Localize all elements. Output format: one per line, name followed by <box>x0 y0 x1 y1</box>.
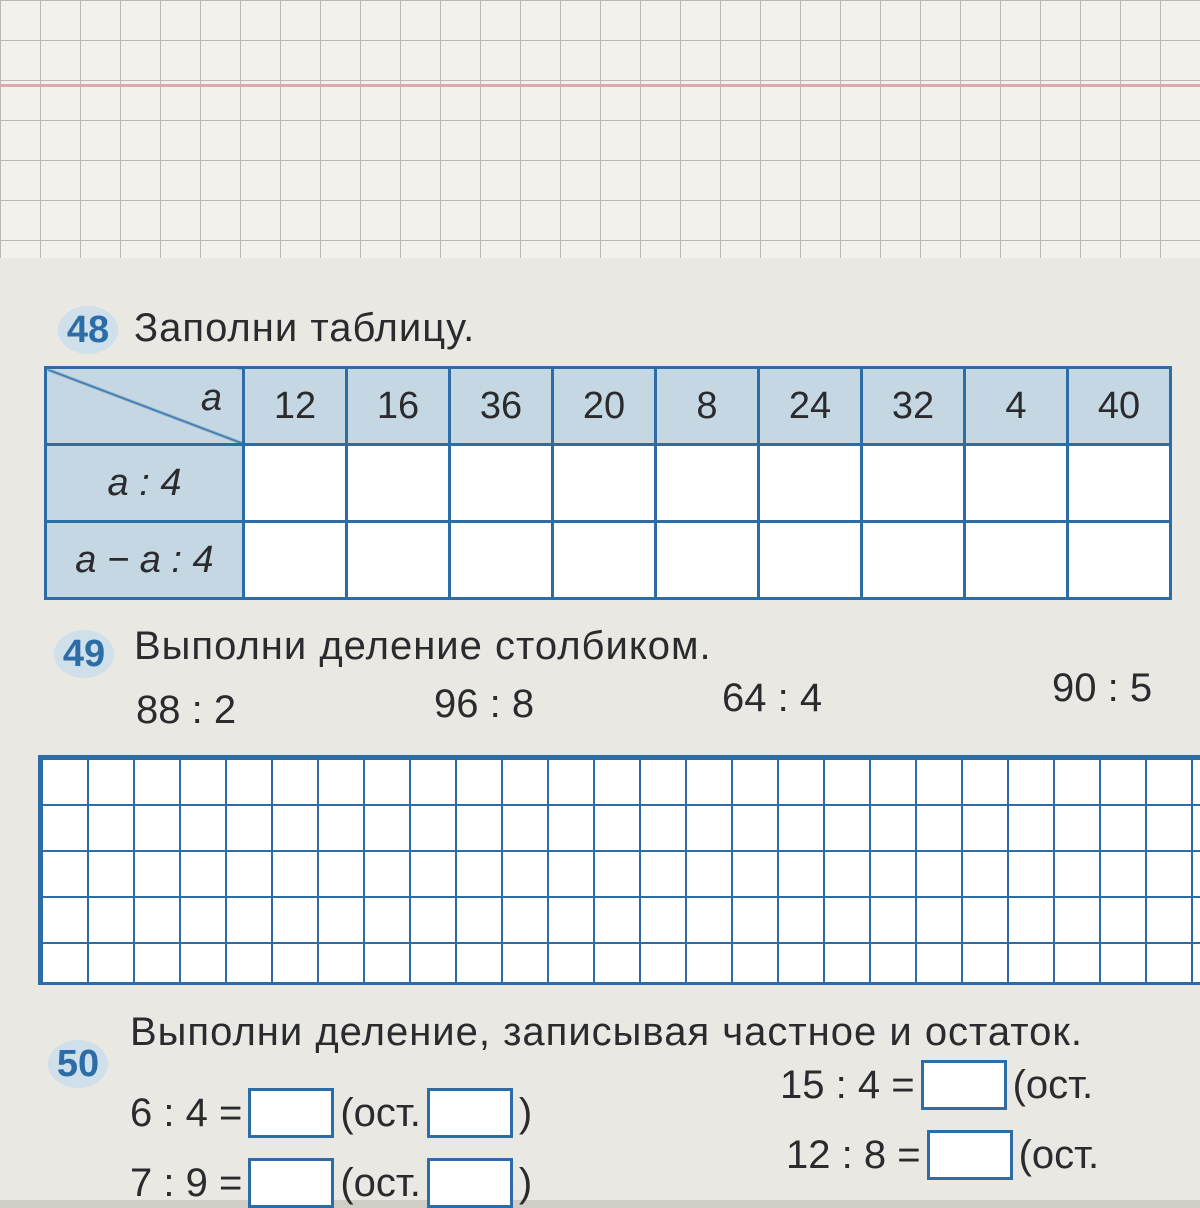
quotient-box[interactable] <box>921 1060 1007 1110</box>
quotient-box[interactable] <box>248 1088 334 1138</box>
answer-cell[interactable] <box>553 522 656 599</box>
division-expression: 6 : 4 = <box>130 1090 243 1135</box>
answer-cell[interactable] <box>244 522 347 599</box>
answer-cell[interactable] <box>965 522 1068 599</box>
answer-cell[interactable] <box>862 445 965 522</box>
division-expression: 64 : 4 <box>722 676 823 720</box>
long-division-grid[interactable] <box>38 755 1200 985</box>
answer-cell[interactable] <box>1068 445 1171 522</box>
division-row <box>130 1088 532 1138</box>
division-expression: 15 : 4 = <box>780 1062 915 1107</box>
task-49-number: 49 <box>54 630 114 678</box>
row-label: a − a : 4 <box>46 522 244 599</box>
answer-cell[interactable] <box>450 445 553 522</box>
remainder-label: (ост. <box>1012 1062 1094 1107</box>
answer-cell[interactable] <box>965 445 1068 522</box>
col-header: 4 <box>965 368 1068 445</box>
division-row <box>130 1158 532 1208</box>
answer-cell[interactable] <box>759 522 862 599</box>
answer-cell[interactable] <box>656 522 759 599</box>
division-expression: 88 : 2 <box>136 688 237 732</box>
task-50-title: Выполни деление, записывая частное и остаток. <box>130 1010 1084 1054</box>
answer-cell[interactable] <box>553 445 656 522</box>
answer-cell[interactable] <box>759 445 862 522</box>
answer-cell[interactable] <box>347 445 450 522</box>
col-header: 24 <box>759 368 862 445</box>
notebook-margin-line <box>0 84 1200 87</box>
fill-table <box>44 366 1172 600</box>
division-expression: 90 : 5 <box>1052 666 1153 710</box>
task-48-number: 48 <box>58 306 118 354</box>
task-49-title: Выполни деление столбиком. <box>134 624 712 668</box>
close-paren: ) <box>518 1160 533 1205</box>
quotient-box[interactable] <box>927 1130 1013 1180</box>
task-50-number: 50 <box>48 1040 108 1088</box>
division-row <box>780 1060 1093 1110</box>
remainder-label: (ост. <box>340 1160 421 1205</box>
remainder-label: (ост. <box>340 1090 421 1135</box>
table-corner-cell <box>46 368 244 445</box>
answer-cell[interactable] <box>1068 522 1171 599</box>
answer-cell[interactable] <box>450 522 553 599</box>
answer-cell[interactable] <box>244 445 347 522</box>
col-header: 12 <box>244 368 347 445</box>
division-expression: 12 : 8 = <box>786 1132 921 1177</box>
quotient-box[interactable] <box>248 1158 334 1208</box>
close-paren: ) <box>518 1090 533 1135</box>
division-row <box>786 1130 1099 1180</box>
col-header: 8 <box>656 368 759 445</box>
col-header: 40 <box>1068 368 1171 445</box>
corner-label: a <box>200 377 222 419</box>
table-row <box>46 445 1171 522</box>
notebook-grid-paper <box>0 0 1200 260</box>
col-header: 16 <box>347 368 450 445</box>
remainder-box[interactable] <box>427 1088 513 1138</box>
table-row <box>46 522 1171 599</box>
col-header: 36 <box>450 368 553 445</box>
answer-cell[interactable] <box>656 445 759 522</box>
col-header: 20 <box>553 368 656 445</box>
answer-cell[interactable] <box>347 522 450 599</box>
col-header: 32 <box>862 368 965 445</box>
remainder-label: (ост. <box>1018 1132 1100 1177</box>
remainder-box[interactable] <box>427 1158 513 1208</box>
table-header-row <box>46 368 1171 445</box>
division-expression: 96 : 8 <box>434 682 535 726</box>
answer-cell[interactable] <box>862 522 965 599</box>
row-label: a : 4 <box>46 445 244 522</box>
division-expression: 7 : 9 = <box>130 1160 243 1205</box>
task-48-title: Заполни таблицу. <box>134 306 476 350</box>
